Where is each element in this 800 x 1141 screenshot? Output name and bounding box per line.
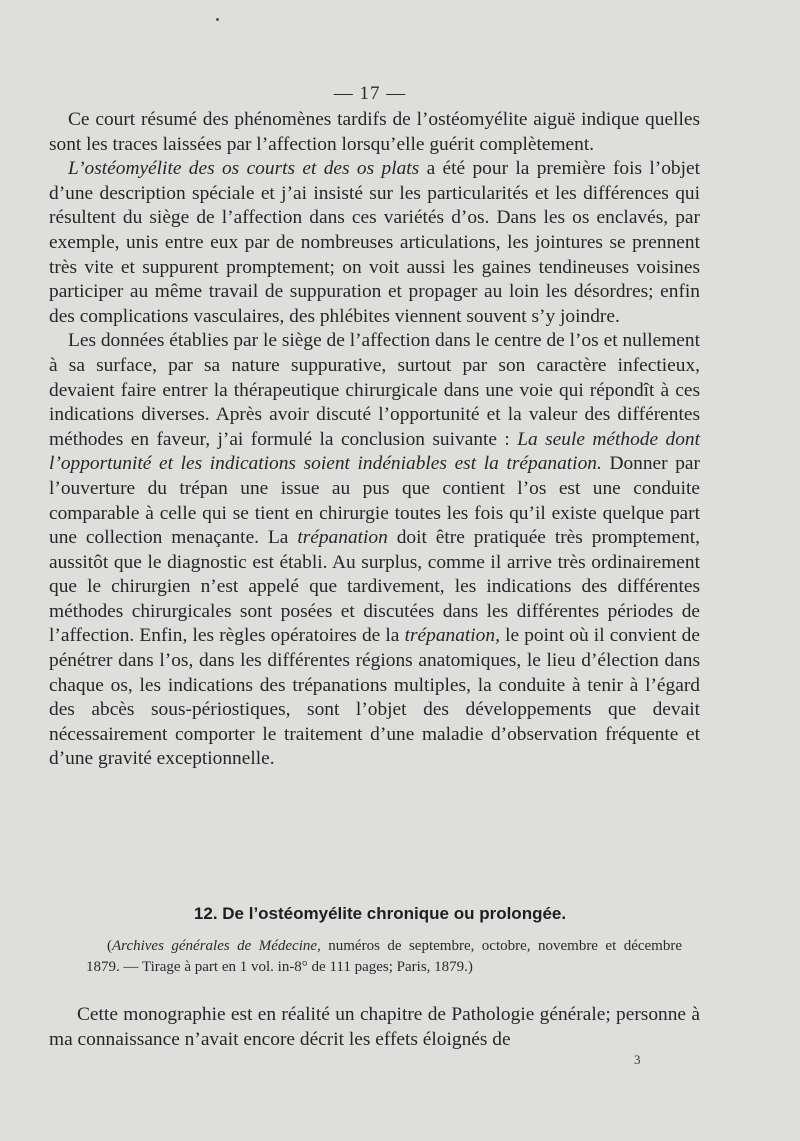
paragraph-2: L’ostéomyélite des os courts et des os plats a été pour la première fois l’objet d’une description spéciale et j’ai insisté sur les particularités et les différences qui résultent du siège de l’affection dans ces variétés d’os. Dans les os enclavés, par exemple, unis entre eux par de nombreuses articulations, les jointures se prennent très vite et suppurent promptement; on voit aussi les gaines tendineuses voisines participer au même travail de suppuration et propager au loin les désordres; enfin des complications vasculaires, des phlébites viennent souvent s’y joindre. (49, 158, 701, 327)
signature-mark: 3 (634, 1052, 641, 1067)
section-heading: 12. De l’ostéomyélite chronique ou prolongée. (193, 904, 567, 923)
citation-text: (Archives générales de Médecine, numéros de septembre, octobre, novembre et décembre 1879. — Tirage à part en 1 vol. in-8° de 111 pages; Paris, 1879.) (86, 938, 682, 975)
ink-speck (216, 18, 219, 21)
paragraph-1: Ce court résumé des phénomènes tardifs de l’ostéomyélite aiguë indique quelles sont les traces laissées par l’affection lorsqu’elle guérit complètement. (49, 109, 700, 155)
citation (86, 936, 682, 978)
closing-paragraph: Cette monographie est en réalité un chapitre de Pathologie générale; personne à ma connaissance n’avait encore décrit les effets éloignés de (49, 1004, 700, 1050)
closing-text (49, 1003, 700, 1052)
page-number: — 17 — (333, 83, 407, 104)
body-text (49, 108, 700, 772)
section-heading-block (0, 904, 800, 924)
paragraph-3: Les données établies par le siège de l’affection dans le centre de l’os et nullement à sa surface, par sa nature suppurative, surtout par son caractère infectieux, devaient faire entrer la thérapeutique chirurgicale dans une voie qui répondît à ces indications diverses. Après avoir discuté l’opportunité et la valeur des différentes méthodes en faveur, j’ai formulé la conclusion suivante : La seule méthode dont l’opportunité et les indications soient indéniables est la trépanation. Donner par l’ouverture du trépan une issue au pus que contient l’os est une conduite comparable à celle qui se tient en chirurgie toutes les fois qu’il existe quelque part une collection menaçante. La trépanation doit être pratiquée très promptement, aussitôt que le diagnostic est établi. Au surplus, comme il arrive très ordinairement que le chirurgien n’est appelé que tardivement, les indications des différentes méthodes chirurgicales sont posées et discutées dans les différentes périodes de l’affection. Enfin, les règles opératoires de la trépanation, le point où il convient de pénétrer dans l’os, dans les différentes régions anatomiques, le lieu d’élection dans chaque os, les indications des trépanations multiples, la conduite à tenir à l’égard des abcès sous-périostiques, sont l’objet des développements que devait nécessairement comporter le traitement d’une maladie d’observation fréquente et d’une gravité exceptionnelle. (49, 330, 700, 770)
